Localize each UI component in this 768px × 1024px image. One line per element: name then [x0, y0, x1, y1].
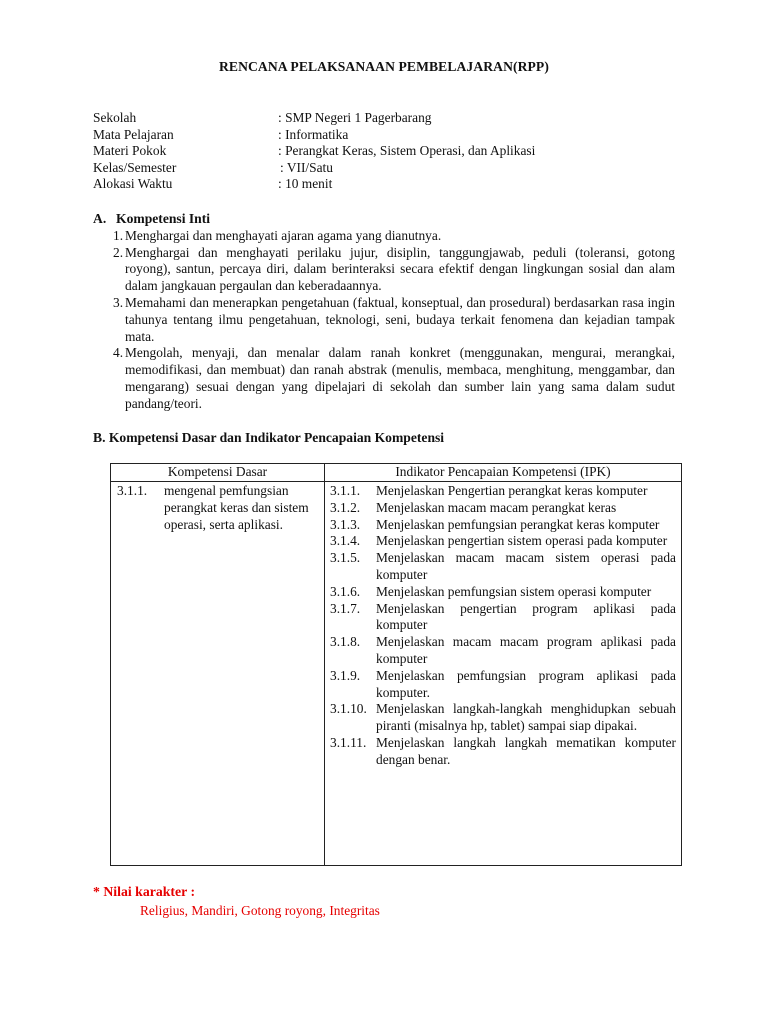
ipk-item [330, 668, 676, 702]
ipk-item [330, 735, 676, 769]
list-item-number: 2. [113, 244, 124, 260]
info-row-kelas-semester [93, 160, 693, 177]
list-item-number: 4. [113, 345, 124, 361]
ipk-item [330, 517, 676, 534]
ipk-number: 3.1.3. [330, 516, 361, 532]
ipk-text: Menjelaskan macam macam perangkat keras [376, 499, 617, 515]
info-value: : 10 menit [278, 176, 333, 191]
kompetensi-table [110, 463, 682, 866]
ipk-text: Menjelaskan langkah-langkah menghidupkan sebuah piranti (misalnya hp, tablet) sampai siap dipakai. [376, 701, 676, 734]
ipk-number: 3.1.4. [330, 533, 361, 549]
ipk-number: 3.1.7. [330, 600, 361, 616]
ipk-item [330, 634, 676, 668]
section-a-letter: A. [93, 211, 107, 226]
list-item-number: 1. [113, 227, 124, 243]
list-item-text: Menghargai dan menghayati perilaku jujur, disiplin, tanggungjawab, peduli (toleransi, gotong royong), santun, percaya diri, dalam berinteraksi secara efektif dengan lingkungan sosial dan alam dalam jangkauan pergaulan dan keberadaannya. [125, 244, 675, 294]
table-header-ipk: Indikator Pencapaian Kompetensi (IPK) [395, 464, 611, 479]
ipk-item [330, 483, 676, 500]
ipk-text: Menjelaskan Pengertian perangkat keras komputer [376, 483, 648, 498]
ipk-number: 3.1.5. [330, 550, 361, 566]
ipk-number: 3.1.9. [330, 667, 361, 683]
ipk-item [330, 500, 676, 517]
ipk-number: 3.1.6. [330, 583, 361, 599]
nilai-karakter-block [93, 884, 380, 920]
ipk-item [330, 601, 676, 635]
ipk-text: Menjelaskan macam macam sistem operasi pada komputer [376, 550, 676, 582]
info-label: Alokasi Waktu [93, 176, 173, 191]
table-header-divider [111, 481, 681, 482]
section-a-heading [93, 211, 675, 228]
ipk-number: 3.1.8. [330, 634, 361, 650]
info-value: : SMP Negeri 1 Pagerbarang [278, 110, 432, 125]
info-row-materi-pokok [93, 143, 693, 160]
section-a-title: Kompetensi Inti [116, 211, 211, 226]
ipk-text: Menjelaskan pemfungsian perangkat keras komputer [376, 516, 660, 532]
info-value: : Perangkat Keras, Sistem Operasi, dan Aplikasi [278, 143, 536, 158]
list-item [93, 245, 675, 295]
nilai-karakter-heading: * Nilai karakter : [93, 884, 196, 899]
ipk-item [330, 533, 676, 550]
list-item-number: 3. [113, 294, 124, 310]
info-label: Mata Pelajaran [93, 126, 174, 142]
section-b-heading: B. Kompetensi Dasar dan Indikator Pencapaian Kompetensi [93, 430, 445, 445]
ipk-item [330, 701, 676, 735]
ipk-number: 3.1.2. [330, 499, 361, 515]
identity-block [93, 110, 693, 193]
info-row-sekolah [93, 110, 693, 127]
list-item [93, 345, 675, 412]
info-value: : Informatika [278, 126, 349, 142]
ipk-text: Menjelaskan pemfungsian sistem operasi komputer [376, 583, 652, 599]
info-label: Sekolah [93, 110, 137, 125]
kd-text: mengenal pemfungsian perangkat keras dan sistem operasi, serta aplikasi. [164, 483, 309, 532]
table-column-divider [324, 464, 325, 865]
list-item-text: Memahami dan menerapkan pengetahuan (faktual, konseptual, dan prosedural) berdasarkan rasa ingin tahunya tentang ilmu pengetahuan, teknologi, seni, budaya terkait fenomena dan kejadian tampak mata. [125, 294, 675, 344]
nilai-karakter-values: Religius, Mandiri, Gotong royong, Integritas [140, 902, 380, 918]
ipk-item [330, 584, 676, 601]
ipk-number: 3.1.11. [330, 734, 367, 750]
info-row-alokasi-waktu [93, 176, 693, 193]
ipk-number: 3.1.10. [330, 701, 367, 717]
ipk-text: Menjelaskan pengertian sistem operasi pada komputer [376, 533, 668, 549]
ipk-text: Menjelaskan pengertian program aplikasi pada komputer [376, 600, 676, 633]
list-item-text: Mengolah, menyaji, dan menalar dalam ranah konkret (menggunakan, mengurai, merangkai, memodifikasi, dan membuat) dan ranah abstrak (menulis, membaca, menghitung, menggambar, dan mengarang) sesuai dengan yang dipelajari di sekolah dan sumber lain yang sama dalam sudut pandang/teori. [125, 345, 675, 411]
ipk-text: Menjelaskan pemfungsian program aplikasi pada komputer. [376, 667, 676, 700]
ipk-item [330, 550, 676, 584]
ipk-text: Menjelaskan langkah langkah mematikan komputer dengan benar. [376, 734, 676, 767]
ipk-list [330, 483, 676, 769]
list-item-text: Menghargai dan menghayati ajaran agama yang dianutnya. [125, 227, 442, 243]
list-item [93, 228, 675, 245]
info-label: Materi Pokok [93, 143, 167, 158]
ipk-text: Menjelaskan macam macam program aplikasi pada komputer [376, 634, 676, 666]
table-header-kd: Kompetensi Dasar [167, 464, 268, 479]
section-kompetensi-inti [93, 211, 675, 413]
list-item [93, 295, 675, 345]
info-label: Kelas/Semester [93, 159, 177, 175]
kd-number: 3.1.1. [117, 483, 148, 498]
ipk-number: 3.1.1. [330, 483, 361, 498]
kompetensi-inti-list [93, 228, 675, 413]
info-row-mata-pelajaran [93, 127, 693, 144]
info-value: : VII/Satu [280, 159, 333, 175]
document-title: RENCANA PELAKSANAAN PEMBELAJARAN(RPP) [219, 59, 549, 74]
